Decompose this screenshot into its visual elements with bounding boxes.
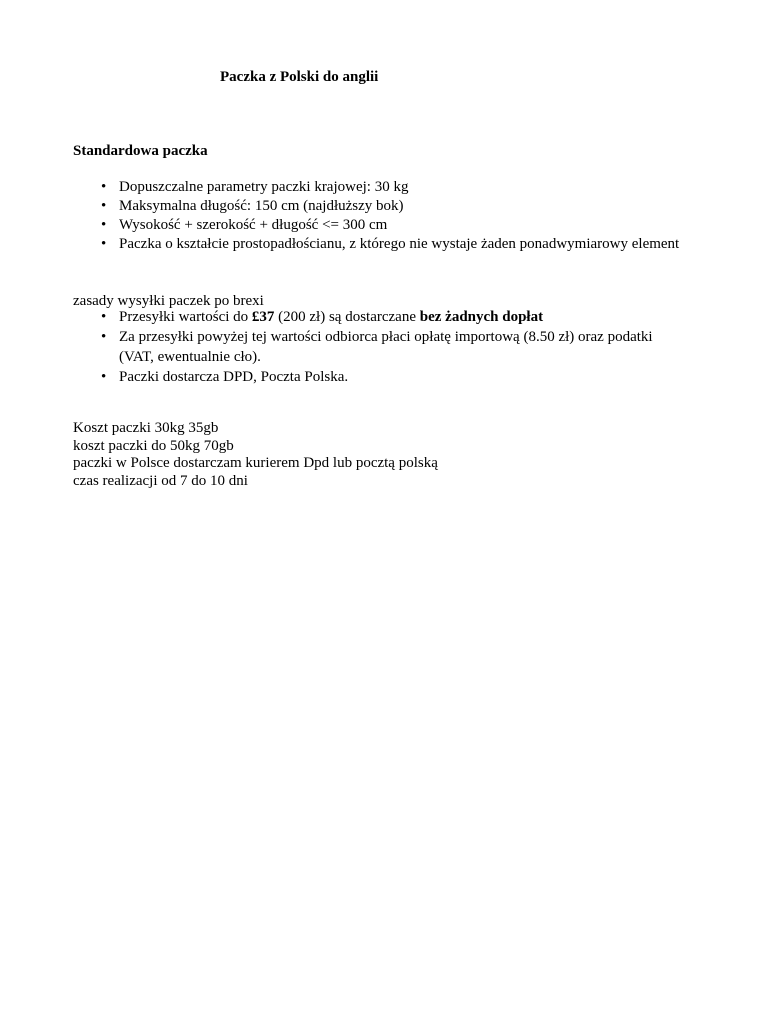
note-line: Koszt paczki 30kg 35gb bbox=[73, 420, 219, 436]
note-line: koszt paczki do 50kg 70gb bbox=[73, 437, 234, 454]
bullet-icon: • bbox=[101, 309, 107, 325]
section-heading: Standardowa paczka bbox=[73, 143, 208, 159]
bullet-icon: • bbox=[101, 369, 107, 385]
list-item bbox=[101, 235, 681, 254]
list-item bbox=[101, 197, 681, 216]
note-line: paczki w Polsce dostarczam kurierem Dpd lub pocztą polską bbox=[73, 455, 438, 471]
note-line: czas realizacji od 7 do 10 dni bbox=[73, 472, 248, 489]
list-item bbox=[101, 307, 681, 327]
bullet-icon: • bbox=[101, 198, 107, 214]
value-threshold: £37 bbox=[251, 309, 275, 325]
list-item-text: Dopuszczalne parametry paczki krajowej: 30 kg bbox=[119, 179, 409, 195]
list-item-text: Maksymalna długość: 150 cm (najdłuższy bok) bbox=[119, 198, 404, 214]
text-run: Przesyłki wartości do bbox=[119, 309, 252, 325]
list-item-text: Wysokość + szerokość + długość <= 300 cm bbox=[119, 217, 388, 233]
brexit-intro: zasady wysyłki paczek po brexi bbox=[73, 293, 264, 309]
list-item bbox=[101, 367, 681, 387]
list-item-text bbox=[119, 309, 543, 325]
text-run: (200 zł) są dostarczane bbox=[274, 309, 420, 325]
list-item bbox=[101, 216, 681, 235]
emphasis-no-fees: bez żadnych dopłat bbox=[419, 309, 544, 325]
standard-parcel-list bbox=[101, 178, 681, 254]
list-item-text: Za przesyłki powyżej tej wartości odbiorca płaci opłatę importową (8.50 zł) oraz podatki (VAT, ewentualnie cło). bbox=[119, 329, 653, 365]
bullet-icon: • bbox=[101, 236, 107, 252]
list-item bbox=[101, 327, 681, 367]
document-title: Paczka z Polski do anglii bbox=[220, 69, 379, 85]
bullet-icon: • bbox=[101, 217, 107, 233]
list-item-text: Paczka o kształcie prostopadłościanu, z którego nie wystaje żaden ponadwymiarowy element bbox=[119, 236, 680, 252]
list-item bbox=[101, 178, 681, 197]
brexit-rules-list bbox=[101, 307, 681, 387]
bullet-icon: • bbox=[101, 329, 107, 345]
list-item-text: Paczki dostarcza DPD, Poczta Polska. bbox=[119, 369, 349, 385]
bullet-icon: • bbox=[101, 179, 107, 195]
notes-block bbox=[73, 420, 438, 490]
